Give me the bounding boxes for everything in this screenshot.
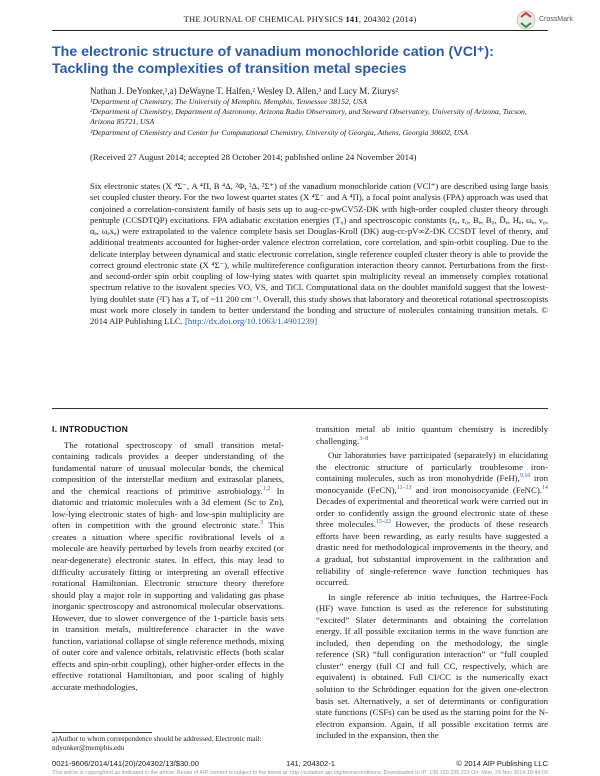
right-column bbox=[316, 424, 548, 742]
footer-copyright: © 2014 AIP Publishing LLC bbox=[456, 759, 548, 768]
abstract bbox=[90, 181, 548, 327]
footnote-rule bbox=[52, 732, 152, 733]
paragraph-text: and iron monoisocyanide (FeNC). bbox=[411, 484, 542, 495]
page-footer bbox=[52, 759, 548, 769]
author-list: Nathan J. DeYonker,¹,a) DeWayne T. Halfen,² Wesley D. Allen,³ and Lucy M. Ziurys² bbox=[90, 86, 398, 96]
left-column bbox=[52, 424, 284, 694]
journal-name: THE JOURNAL OF CHEMICAL PHYSICS bbox=[183, 14, 344, 24]
paragraph-text: However, the products of these research efforts have been rewarding, as early results have suggested a drastic need for methodological improvements in the theory, and a gradual, but substantial improvement in the calibration and reliability of single-reference wave function techniques has occurred. bbox=[316, 519, 548, 588]
doi-link[interactable]: [http://dx.doi.org/10.1063/1.4901239] bbox=[185, 316, 318, 326]
paragraph-text: The rotational spectroscopy of small transition metal-containing radicals provides a deeper understanding of the fundamental nature of unusual molecular bonds, the chemical composition of the interstellar medium and extrasolar planets, and the chemical reactions of primitive astrobiology. bbox=[52, 439, 284, 496]
citation[interactable]: 1,2 bbox=[262, 485, 271, 492]
journal-article-number: 204302 bbox=[363, 14, 391, 24]
reuse-notice: This article is copyrighted as indicated in the article. Reuse of AIP content is subject to the terms at: http://scitation.aip.org/termsconditions. Downloaded to IP: 136.159.235.223 On: Mon, 24 Nov 2014 18:44:09 bbox=[52, 770, 548, 776]
paragraph bbox=[316, 592, 548, 742]
paragraph-text: transition metal ab initio quantum chemistry is incredibly challenging. bbox=[316, 424, 548, 446]
paragraph bbox=[52, 440, 284, 694]
paragraph-text: In diatomic and triatomic molecules with a 3d element (Sc to Zn), low-lying electronic states of high- and low-spin multiplicity are often in competition with the ground electronic state. bbox=[52, 485, 284, 531]
paragraph-text: This creates a situation where specific rovibrational levels of a molecule are heavily perturbed by levels from nearby excited (or near-degenerate) electronic states. In effect, this may lead to difficulty accurately fitting or interpreting an overall effective rotational Hamiltonian. Electronic structure theory therefore should play a major role in supporting and validating gas phase inorganic spectroscopy and astronomical molecular observations. However, due to slower convergence of the 1-particle basis sets in transition metals, multireference character in the wave function, variational collapse of single reference methods, mixing of outer core and valence orbitals, relativistic effects (both scalar effects and spin-orbit coupling), other higher-order effects in the effective rotational Hamiltonian, and poor scaling of highly accurate methodologies, bbox=[52, 520, 284, 693]
paragraph-text: Our laboratories have participated (separately) in elucidating the electronic structure of particularly troublesome iron-containing molecules, such as iron monohydride (FeH), bbox=[316, 450, 548, 484]
affiliation-1: ¹Department of Chemistry, The University of Memphis, Memphis, Tennessee 38152, USA bbox=[90, 97, 368, 106]
abstract-text: Six electronic states (X ⁴Σ⁻, A ⁴Π, B ⁴Δ, ²Φ, ²Δ, ²Σ⁺) of the vanadium monochloride cation (VCl⁺) are described using large basis set coupled cluster theory. For the two lowest quartet states (X ⁴Σ⁻ and A ⁴Π), a focal point analysis (FPA) approach was used that conjoined a correlation-consistent family of basis sets up to aug-cc-pwCV5Z-DK with high-order coupled cluster theory through pentuple (CCSDTQP) excitations. FPA adiabatic excitation energies (T₀) and spectroscopic constants (rₑ, r₀, Bₑ, B₀, D̄ₑ, Hₑ, ωₑ, ν₀, αₑ, ωₑxₑ) were extrapolated to the valence complete basis set Douglas-Kroll (DK) aug-cc-pV∞Z-DK CCSDT level of theory, and additional treatments accounted for higher-order valence electron correlation, core correlation, and spin-orbit coupling. Due to the delicate interplay between dynamical and static electronic correlation, single reference coupled cluster theory is able to provide the correct ground electronic state (X ⁴Σ⁻), while multireference configuration interaction theory cannot. Perturbations from the first- and second-order spin orbit coupling of low-lying states with quartet spin multiplicity reveal an immensely complex rotational spectrum relative to the isovalent species VO, VS, and TiCl. Computational data on the doublet manifold suggest that the lowest-lying doublet state (²Γ) has a Tₑ of ~11 200 cm⁻¹. Overall, this study shows that laboratory and theoretical rotational spectroscopists must work more closely in tandem to better understand the bonding and structure of molecules containing transition metals. © 2014 AIP Publishing LLC. bbox=[90, 181, 548, 326]
affiliation-3: ³Department of Chemistry and Center for Computational Chemistry, University of Georgia, Athens, Georgia 30602, USA bbox=[90, 127, 469, 137]
crossmark-icon bbox=[516, 10, 536, 30]
paragraph-text: iron monocyanide (FeCN), bbox=[316, 473, 548, 495]
header-rule bbox=[52, 30, 548, 31]
crossmark-label: CrossMark bbox=[539, 16, 573, 23]
journal-volume: 141 bbox=[345, 14, 359, 24]
crossmark-badge[interactable] bbox=[516, 8, 580, 32]
citation[interactable]: 3–8 bbox=[359, 435, 369, 442]
footnote: a)Author to whom correspondence should be addressed. Electronic mail: ndyonker@memphis.edu bbox=[52, 735, 262, 752]
received-dates: (Received 27 August 2014; accepted 28 October 2014; published online 24 November 2014) bbox=[90, 152, 417, 162]
paragraph-text: In single reference ab initio techniques, the Hartree-Fock (HF) wave function is used as the reference for substituting “excited” Slater determinants and obtaining the correlation energy. If all possible excitation terms in the wave function are included, then depending on the methodology, the single reference (SR) “full configuration interaction” or “full coupled cluster” energy (full CI and full CC, respectively, which are equivalent) is obtained. Full CI/CC is the numerically exact solution to the Schrödinger equation for the given one-electron basis set. Alternatively, a set of determinants or configuration state functions (CSFs) can be used as the starting point for the N-electron expansion. Again, if all possible excitation terms are included in the expansion, then the bbox=[316, 591, 548, 741]
running-header: THE JOURNAL OF CHEMICAL PHYSICS 141, 204302 (2014) bbox=[183, 14, 417, 24]
abstract-divider bbox=[52, 408, 548, 409]
section-heading: I. INTRODUCTION bbox=[52, 424, 129, 434]
footer-issn: 0021-9606/2014/141(20)/204302/13/$30.00 bbox=[52, 759, 199, 768]
paragraph bbox=[316, 450, 548, 589]
citation[interactable]: 14 bbox=[542, 484, 548, 491]
citation[interactable]: 3 bbox=[260, 520, 264, 527]
citation[interactable]: 15–22 bbox=[375, 519, 391, 526]
citation[interactable]: 9,10 bbox=[519, 473, 531, 480]
article-title: The electronic structure of vanadium monochloride cation (VCl⁺): Tackling the complexities of transition metal species bbox=[52, 44, 494, 77]
paragraph bbox=[316, 424, 548, 447]
affiliation-2: ²Department of Chemistry, Department of Astronomy, Arizona Radio Observatory, and Steward Observatory, University of Arizona, Tucson, Arizona 85721, USA bbox=[90, 107, 527, 127]
citation[interactable]: 11–13 bbox=[396, 484, 412, 491]
affiliations bbox=[90, 97, 550, 138]
journal-year: (2014) bbox=[392, 14, 417, 24]
footer-page: 141, 204302-1 bbox=[286, 759, 335, 768]
paragraph-text: Decades of experimental and theoretical work were carried out in order to confidently assign the ground electronic state of these three molecules. bbox=[316, 496, 548, 530]
